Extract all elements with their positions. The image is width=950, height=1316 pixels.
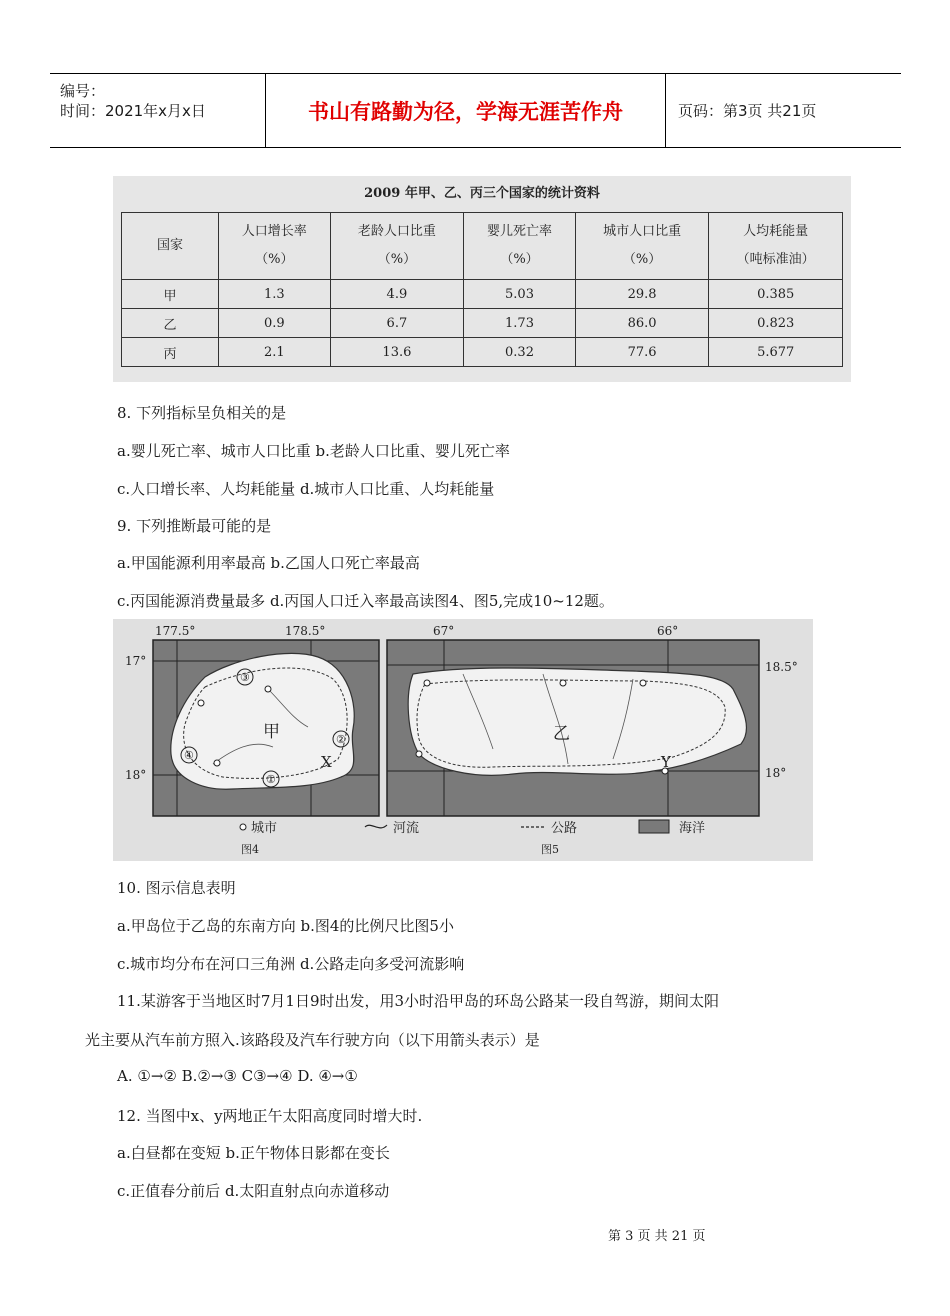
table-cell: 丙 — [122, 338, 219, 367]
fig4-lat-bottom: 18° — [125, 768, 147, 782]
page-footer: 第 3 页 共 21 页 — [608, 1229, 706, 1244]
fig5-lat-bottom: 18° — [765, 766, 787, 780]
island-jia-label: 甲 — [263, 722, 280, 742]
header-cell: 老龄人口比重 （%） — [330, 213, 464, 280]
question-12-option-cd: c.正值春分前后 d.太阳直射点向赤道移动 — [117, 1182, 390, 1200]
table-cell: 0.823 — [709, 309, 843, 338]
question-10-option-cd: c.城市均分布在河口三角洲 d.公路走向多受河流影响 — [117, 955, 465, 973]
marker-2: ② — [336, 733, 346, 746]
question-11-continued: 光主要从汽车前方照入.该路段及汽车行驶方向（以下用箭头表示）是 — [85, 1031, 540, 1049]
page-header — [50, 73, 901, 148]
fig5-lat-top: 18.5° — [765, 660, 798, 674]
question-12-option-ab: a.白昼都在变短 b.正午物体日影都在变长 — [117, 1144, 390, 1162]
header-meta — [50, 74, 266, 147]
number-label: 编号： — [60, 82, 106, 100]
marker-4: ④ — [184, 749, 194, 762]
table-header-row — [122, 213, 843, 280]
stats-table-title: 2009 年甲、乙、丙三个国家的统计资料 — [364, 186, 600, 201]
island-map — [113, 619, 813, 861]
question-9-option-cd: c.丙国能源消费量最多 d.丙国人口迁入率最高读图4、图5,完成10~12题。 — [117, 592, 614, 610]
header-cell: 城市人口比重 （%） — [575, 213, 709, 280]
fig4-lon-right: 178.5° — [285, 624, 326, 638]
table-cell: 乙 — [122, 309, 219, 338]
stats-table-figure — [113, 176, 851, 382]
island-yi-label: 乙 — [553, 724, 570, 744]
table-cell: 0.32 — [464, 338, 576, 367]
question-8-option-ab: a.婴儿死亡率、城市人口比重 b.老龄人口比重、婴儿死亡率 — [117, 442, 510, 460]
point-x-label: X — [321, 753, 332, 771]
legend-ocean-icon — [639, 820, 669, 833]
point-y-label: Y — [661, 753, 671, 771]
island-map-figure — [113, 619, 813, 861]
question-11: 11.某游客于当地区时7月1日9时出发，用3小时沿甲岛的环岛公路某一段自驾游，期间太阳 — [117, 992, 720, 1010]
fig4-lat-top: 17° — [125, 654, 147, 668]
table-cell: 86.0 — [575, 309, 709, 338]
table-cell: 0.385 — [709, 280, 843, 309]
table-cell: 13.6 — [330, 338, 464, 367]
question-9-option-ab: a.甲国能源利用率最高 b.乙国人口死亡率最高 — [117, 554, 420, 572]
table-cell: 甲 — [122, 280, 219, 309]
table-cell: 5.03 — [464, 280, 576, 309]
question-9: 9. 下列推断最可能的是 — [117, 517, 272, 535]
table-cell: 2.1 — [219, 338, 331, 367]
question-8: 8. 下列指标呈负相关的是 — [117, 404, 287, 422]
question-8-option-cd: c.人口增长率、人均耗能量 d.城市人口比重、人均耗能量 — [117, 480, 495, 498]
question-12: 12. 当图中x、y两地正午太阳高度同时增大时. — [117, 1107, 423, 1125]
table-cell: 0.9 — [219, 309, 331, 338]
table-cell: 77.6 — [575, 338, 709, 367]
table-cell: 5.677 — [709, 338, 843, 367]
fig5-caption: 图5 — [541, 843, 559, 856]
stats-table — [121, 212, 843, 367]
table-row — [122, 338, 843, 367]
legend-river-icon — [365, 825, 387, 828]
header-cell: 人均耗能量 （吨标准油） — [709, 213, 843, 280]
table-cell: 1.73 — [464, 309, 576, 338]
header-cell: 人口增长率 （%） — [219, 213, 331, 280]
legend-city-icon — [240, 824, 246, 830]
table-cell: 1.3 — [219, 280, 331, 309]
marker-3: ③ — [240, 671, 250, 684]
legend-road: 公路 — [551, 821, 578, 836]
fig4-caption: 图4 — [241, 843, 259, 856]
marker-1: ① — [266, 773, 276, 786]
island-yi — [408, 668, 746, 775]
time-label: 时间：2021年x月x日 — [60, 102, 206, 120]
question-10-option-ab: a.甲岛位于乙岛的东南方向 b.图4的比例尺比图5小 — [117, 917, 454, 935]
table-cell: 29.8 — [575, 280, 709, 309]
table-cell: 6.7 — [330, 309, 464, 338]
table-row — [122, 280, 843, 309]
question-10: 10. 图示信息表明 — [117, 879, 236, 897]
header-motto: 书山有路勤为径，学海无涯苦作舟 — [266, 74, 666, 147]
legend-ocean: 海洋 — [679, 821, 706, 836]
fig5-lon-left: 67° — [433, 624, 455, 638]
table-row — [122, 309, 843, 338]
legend-city: 城市 — [251, 821, 278, 836]
legend-river: 河流 — [393, 821, 420, 836]
header-page-label: 页码：第3页 共21页 — [678, 102, 817, 120]
fig5-lon-right: 66° — [657, 624, 679, 638]
question-11-options: A. ①→② B.②→③ C③→④ D. ④→① — [117, 1067, 358, 1085]
fig4-lon-left: 177.5° — [155, 624, 196, 638]
header-cell: 婴儿死亡率 （%） — [464, 213, 576, 280]
header-cell: 国家 — [122, 213, 219, 280]
table-cell: 4.9 — [330, 280, 464, 309]
